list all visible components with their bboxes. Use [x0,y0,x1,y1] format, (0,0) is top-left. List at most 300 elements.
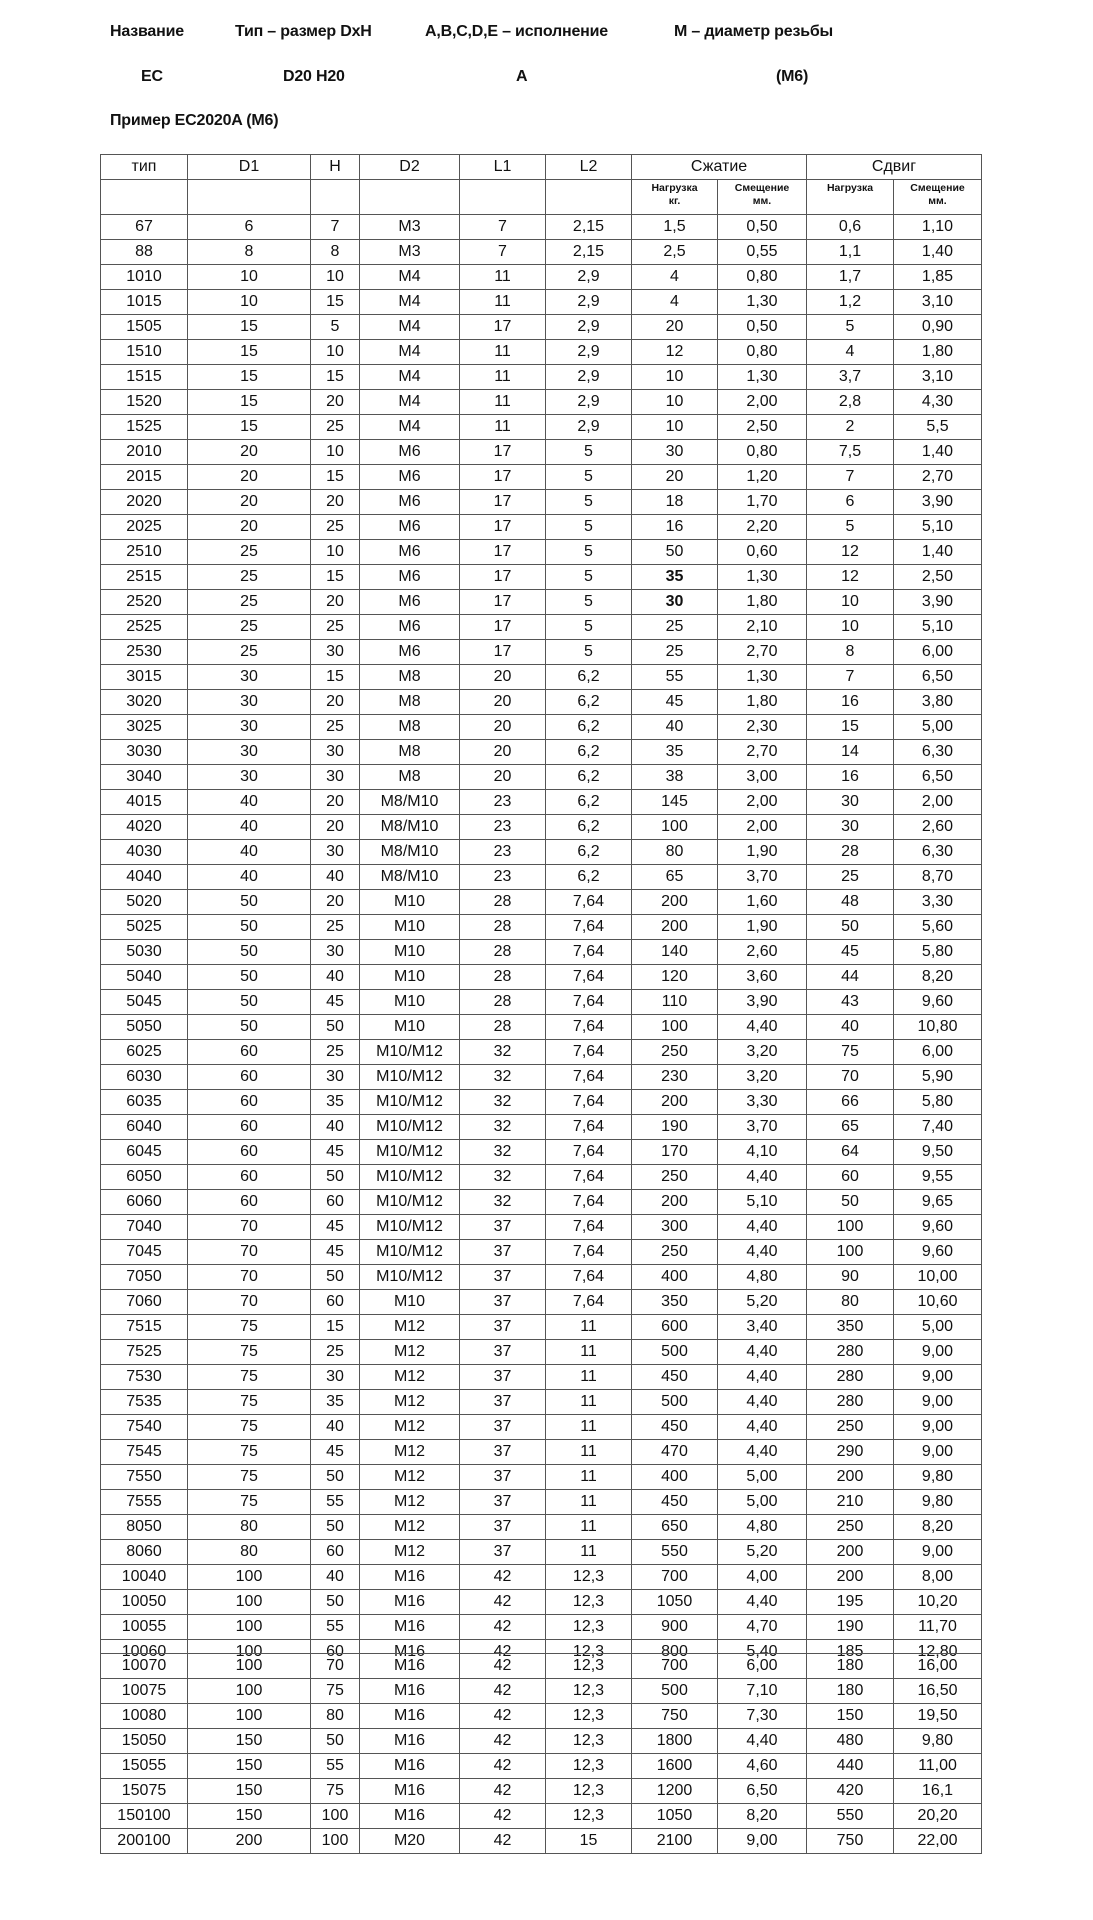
cell-compression-load: 400 [632,1465,718,1490]
cell-compression-displacement: 2,00 [718,790,807,815]
cell-shear-displacement: 16,1 [894,1779,982,1804]
header-d2: D2 [360,155,460,180]
cell-compression-displacement: 3,60 [718,965,807,990]
cell-l1: 11 [460,415,546,440]
cell-d2: M16 [360,1565,460,1590]
cell-shear-load: 290 [807,1440,894,1465]
cell-d1: 25 [188,540,311,565]
cell-compression-displacement: 1,90 [718,840,807,865]
cell-h: 25 [311,715,360,740]
cell-l2: 12,3 [546,1704,632,1729]
cell-d1: 40 [188,790,311,815]
cell-l1: 42 [460,1590,546,1615]
cell-l2: 6,2 [546,740,632,765]
cell-l2: 12,3 [546,1654,632,1679]
cell-compression-load: 20 [632,315,718,340]
cell-d2: M10/M12 [360,1215,460,1240]
cell-compression-load: 18 [632,490,718,515]
cell-shear-displacement: 3,10 [894,365,982,390]
cell-compression-load: 30 [632,440,718,465]
cell-d2: M16 [360,1729,460,1754]
cell-l2: 6,2 [546,765,632,790]
cell-d2: M16 [360,1679,460,1704]
cell-d1: 40 [188,815,311,840]
cell-d2: M4 [360,290,460,315]
cell-l1: 42 [460,1565,546,1590]
cell-d1: 10 [188,265,311,290]
spec-table [100,154,982,1665]
table-row [101,615,982,640]
subheader-empty [546,180,632,215]
cell-d1: 15 [188,315,311,340]
cell-h: 20 [311,690,360,715]
cell-l1: 37 [460,1215,546,1240]
cell-h: 10 [311,440,360,465]
cell-l2: 11 [546,1490,632,1515]
subheader-text: Смещение [910,182,965,194]
cell-l2: 15 [546,1829,632,1854]
cell-d2: M12 [360,1440,460,1465]
cell-d1: 20 [188,515,311,540]
cell-shear-displacement: 4,30 [894,390,982,415]
cell-d2: M3 [360,215,460,240]
cell-shear-load: 10 [807,590,894,615]
cell-shear-displacement: 9,00 [894,1340,982,1365]
legend-version-label: A,B,C,D,E – исполнение [425,23,608,40]
cell-d1: 20 [188,490,311,515]
cell-type: 6060 [101,1190,188,1215]
cell-d1: 15 [188,415,311,440]
cell-h: 20 [311,490,360,515]
cell-shear-load: 100 [807,1240,894,1265]
cell-type: 7525 [101,1340,188,1365]
cell-shear-displacement: 1,85 [894,265,982,290]
cell-l1: 37 [460,1490,546,1515]
cell-l1: 42 [460,1615,546,1640]
cell-shear-displacement: 2,60 [894,815,982,840]
table-row [101,1465,982,1490]
table-row [101,665,982,690]
cell-shear-displacement: 22,00 [894,1829,982,1854]
cell-shear-load: 190 [807,1615,894,1640]
cell-l1: 23 [460,815,546,840]
cell-compression-displacement: 1,80 [718,590,807,615]
cell-type: 1505 [101,315,188,340]
cell-h: 60 [311,1190,360,1215]
cell-d2: M10 [360,915,460,940]
cell-d1: 75 [188,1390,311,1415]
cell-d1: 75 [188,1365,311,1390]
cell-h: 15 [311,1315,360,1340]
cell-h: 40 [311,965,360,990]
subheader-compression-displacement [718,180,807,215]
cell-shear-displacement: 6,50 [894,765,982,790]
cell-l2: 11 [546,1415,632,1440]
cell-shear-load: 3,7 [807,365,894,390]
cell-compression-displacement: 4,40 [718,1415,807,1440]
cell-d2: M10/M12 [360,1240,460,1265]
cell-h: 30 [311,640,360,665]
cell-compression-displacement: 3,00 [718,765,807,790]
cell-shear-load: 16 [807,690,894,715]
table-row [101,1829,982,1854]
cell-compression-displacement: 2,60 [718,940,807,965]
cell-h: 50 [311,1515,360,1540]
cell-d1: 60 [188,1165,311,1190]
cell-d2: M8 [360,715,460,740]
cell-shear-displacement: 9,00 [894,1540,982,1565]
cell-type: 3015 [101,665,188,690]
cell-d2: M6 [360,615,460,640]
cell-h: 75 [311,1679,360,1704]
cell-shear-load: 200 [807,1565,894,1590]
cell-h: 50 [311,1729,360,1754]
cell-compression-load: 650 [632,1515,718,1540]
cell-shear-displacement: 6,00 [894,640,982,665]
cell-d2: M10 [360,890,460,915]
cell-l2: 2,15 [546,215,632,240]
cell-type: 200100 [101,1829,188,1854]
cell-shear-displacement: 16,50 [894,1679,982,1704]
cell-compression-load: 1600 [632,1754,718,1779]
cell-shear-load: 210 [807,1490,894,1515]
cell-shear-load: 420 [807,1779,894,1804]
cell-d1: 150 [188,1804,311,1829]
cell-compression-load: 80 [632,840,718,865]
cell-h: 20 [311,890,360,915]
cell-shear-load: 6 [807,490,894,515]
cell-d2: M4 [360,265,460,290]
cell-compression-load: 500 [632,1679,718,1704]
table-row [101,290,982,315]
subheader-shear-load [807,180,894,215]
cell-compression-load: 500 [632,1340,718,1365]
cell-type: 5025 [101,915,188,940]
cell-compression-load: 10 [632,365,718,390]
cell-shear-load: 50 [807,1190,894,1215]
cell-shear-load: 100 [807,1215,894,1240]
cell-shear-load: 65 [807,1115,894,1140]
cell-d1: 50 [188,915,311,940]
cell-compression-displacement: 4,70 [718,1615,807,1640]
cell-shear-load: 25 [807,865,894,890]
cell-compression-load: 350 [632,1290,718,1315]
cell-compression-load: 200 [632,1090,718,1115]
cell-shear-load: 10 [807,615,894,640]
cell-d1: 70 [188,1290,311,1315]
cell-l2: 6,2 [546,865,632,890]
table-row [101,1490,982,1515]
spec-table-continuation [100,1653,982,1854]
cell-d1: 30 [188,690,311,715]
cell-l1: 20 [460,690,546,715]
cell-compression-displacement: 7,30 [718,1704,807,1729]
table-row [101,1515,982,1540]
cell-d1: 25 [188,615,311,640]
cell-d2: M6 [360,490,460,515]
cell-l1: 37 [460,1515,546,1540]
cell-shear-load: 480 [807,1729,894,1754]
cell-compression-load: 300 [632,1215,718,1240]
cell-d2: M10 [360,990,460,1015]
cell-shear-displacement: 2,50 [894,565,982,590]
cell-shear-displacement: 8,20 [894,1515,982,1540]
table-row [101,315,982,340]
cell-h: 45 [311,1440,360,1465]
cell-compression-displacement: 0,80 [718,440,807,465]
cell-shear-load: 60 [807,1165,894,1190]
cell-h: 40 [311,865,360,890]
cell-shear-load: 150 [807,1704,894,1729]
cell-type: 10050 [101,1590,188,1615]
cell-compression-load: 16 [632,515,718,540]
cell-shear-displacement: 9,50 [894,1140,982,1165]
cell-l2: 7,64 [546,1140,632,1165]
cell-shear-load: 15 [807,715,894,740]
cell-shear-displacement: 3,90 [894,590,982,615]
cell-shear-load: 5 [807,515,894,540]
cell-compression-load: 1050 [632,1590,718,1615]
cell-l2: 2,9 [546,415,632,440]
table-row [101,490,982,515]
cell-d1: 70 [188,1215,311,1240]
cell-compression-displacement: 5,20 [718,1540,807,1565]
subheader-row [101,180,982,215]
cell-compression-load: 230 [632,1065,718,1090]
cell-compression-displacement: 2,00 [718,390,807,415]
cell-compression-load: 250 [632,1165,718,1190]
cell-compression-displacement: 1,30 [718,365,807,390]
cell-compression-load: 35 [632,565,718,590]
cell-type: 8060 [101,1540,188,1565]
cell-d1: 75 [188,1315,311,1340]
cell-type: 6045 [101,1140,188,1165]
cell-type: 6030 [101,1065,188,1090]
cell-l2: 5 [546,490,632,515]
cell-h: 25 [311,415,360,440]
cell-l2: 12,3 [546,1679,632,1704]
cell-l2: 12,3 [546,1804,632,1829]
cell-type: 2025 [101,515,188,540]
cell-type: 7540 [101,1415,188,1440]
cell-compression-load: 500 [632,1390,718,1415]
cell-type: 88 [101,240,188,265]
cell-l2: 2,9 [546,265,632,290]
table-row [101,440,982,465]
cell-compression-displacement: 3,30 [718,1090,807,1115]
cell-shear-load: 30 [807,790,894,815]
cell-shear-displacement: 16,00 [894,1654,982,1679]
table-row [101,1779,982,1804]
cell-d1: 100 [188,1679,311,1704]
cell-compression-load: 750 [632,1704,718,1729]
cell-l2: 7,64 [546,1290,632,1315]
cell-shear-displacement: 9,80 [894,1490,982,1515]
cell-compression-load: 110 [632,990,718,1015]
cell-h: 20 [311,390,360,415]
cell-d1: 20 [188,465,311,490]
table-row [101,1090,982,1115]
cell-shear-displacement: 3,30 [894,890,982,915]
cell-l1: 32 [460,1165,546,1190]
cell-compression-load: 200 [632,1190,718,1215]
cell-l2: 12,3 [546,1729,632,1754]
cell-d1: 50 [188,940,311,965]
cell-d1: 100 [188,1654,311,1679]
cell-d2: M16 [360,1754,460,1779]
cell-type: 2015 [101,465,188,490]
cell-l2: 12,3 [546,1590,632,1615]
cell-d2: M10/M12 [360,1140,460,1165]
cell-d1: 60 [188,1115,311,1140]
table-row [101,1290,982,1315]
cell-compression-load: 120 [632,965,718,990]
cell-h: 55 [311,1615,360,1640]
cell-compression-displacement: 4,40 [718,1365,807,1390]
legend-version-value: A [516,68,528,85]
cell-l2: 7,64 [546,940,632,965]
subheader-empty [101,180,188,215]
cell-type: 8050 [101,1515,188,1540]
table-row [101,1565,982,1590]
cell-shear-displacement: 1,40 [894,540,982,565]
cell-shear-displacement: 5,80 [894,940,982,965]
cell-compression-load: 10 [632,390,718,415]
cell-type: 5050 [101,1015,188,1040]
cell-type: 4015 [101,790,188,815]
table-row [101,265,982,290]
cell-d2: M12 [360,1415,460,1440]
cell-compression-displacement: 1,70 [718,490,807,515]
subheader-text: Нагрузка [826,182,874,194]
cell-d1: 30 [188,715,311,740]
cell-compression-displacement: 3,90 [718,990,807,1015]
table-row [101,915,982,940]
cell-d2: M6 [360,465,460,490]
cell-d2: M4 [360,390,460,415]
subheader-text: Смещение [734,182,790,194]
cell-h: 10 [311,265,360,290]
cell-type: 6035 [101,1090,188,1115]
cell-d1: 60 [188,1065,311,1090]
cell-compression-load: 30 [632,590,718,615]
subheader-empty [188,180,311,215]
table-row [101,1065,982,1090]
cell-l2: 11 [546,1465,632,1490]
cell-l1: 7 [460,215,546,240]
cell-l2: 5 [546,565,632,590]
cell-compression-load: 50 [632,540,718,565]
cell-shear-displacement: 2,70 [894,465,982,490]
table-row [101,1140,982,1165]
cell-compression-displacement: 2,50 [718,415,807,440]
cell-d2: M10/M12 [360,1040,460,1065]
table-row [101,1040,982,1065]
cell-shear-displacement: 9,80 [894,1729,982,1754]
subheader-shear-displacement [894,180,982,215]
cell-shear-displacement: 20,20 [894,1804,982,1829]
cell-d1: 100 [188,1565,311,1590]
cell-shear-displacement: 9,80 [894,1465,982,1490]
cell-compression-load: 450 [632,1365,718,1390]
cell-l2: 7,64 [546,1215,632,1240]
cell-type: 2520 [101,590,188,615]
cell-h: 50 [311,1165,360,1190]
cell-l1: 32 [460,1140,546,1165]
cell-shear-load: 90 [807,1265,894,1290]
cell-shear-load: 7 [807,465,894,490]
table-row [101,765,982,790]
cell-h: 30 [311,1365,360,1390]
cell-type: 3025 [101,715,188,740]
table-row [101,865,982,890]
cell-l2: 2,9 [546,390,632,415]
cell-d2: M12 [360,1465,460,1490]
subheader-unit: мм. [928,195,947,207]
table-row [101,465,982,490]
cell-compression-load: 550 [632,1540,718,1565]
cell-shear-displacement: 6,30 [894,740,982,765]
cell-l2: 6,2 [546,715,632,740]
cell-type: 6040 [101,1115,188,1140]
cell-l1: 17 [460,515,546,540]
cell-compression-displacement: 6,00 [718,1654,807,1679]
cell-compression-displacement: 0,80 [718,265,807,290]
cell-shear-load: 70 [807,1065,894,1090]
cell-shear-load: 64 [807,1140,894,1165]
cell-shear-load: 350 [807,1315,894,1340]
cell-type: 1520 [101,390,188,415]
cell-l1: 37 [460,1340,546,1365]
cell-l1: 28 [460,965,546,990]
legend-thread-label: M – диаметр резьбы [674,23,833,40]
cell-l2: 2,9 [546,365,632,390]
cell-d1: 70 [188,1265,311,1290]
table-row [101,840,982,865]
cell-compression-load: 170 [632,1140,718,1165]
cell-shear-load: 7 [807,665,894,690]
cell-h: 15 [311,565,360,590]
spec-table-continuation-body [101,1654,982,1854]
cell-type: 1525 [101,415,188,440]
cell-shear-displacement: 5,60 [894,915,982,940]
cell-l1: 28 [460,940,546,965]
cell-l1: 42 [460,1754,546,1779]
table-row [101,815,982,840]
cell-d2: M10 [360,1015,460,1040]
cell-h: 60 [311,1290,360,1315]
cell-shear-displacement: 6,00 [894,1040,982,1065]
table-row [101,1165,982,1190]
cell-shear-displacement: 10,60 [894,1290,982,1315]
cell-type: 4030 [101,840,188,865]
cell-h: 10 [311,340,360,365]
cell-d1: 40 [188,840,311,865]
cell-shear-load: 280 [807,1340,894,1365]
cell-compression-displacement: 3,70 [718,1115,807,1140]
header-compression: Сжатие [632,155,807,180]
header-row [101,155,982,180]
cell-h: 20 [311,815,360,840]
cell-d2: M8/M10 [360,865,460,890]
cell-shear-displacement: 3,10 [894,290,982,315]
cell-type: 3030 [101,740,188,765]
subheader-text: Нагрузка [651,182,698,194]
cell-d2: M10/M12 [360,1115,460,1140]
cell-compression-displacement: 4,40 [718,1390,807,1415]
cell-shear-load: 44 [807,965,894,990]
cell-l2: 7,64 [546,1090,632,1115]
